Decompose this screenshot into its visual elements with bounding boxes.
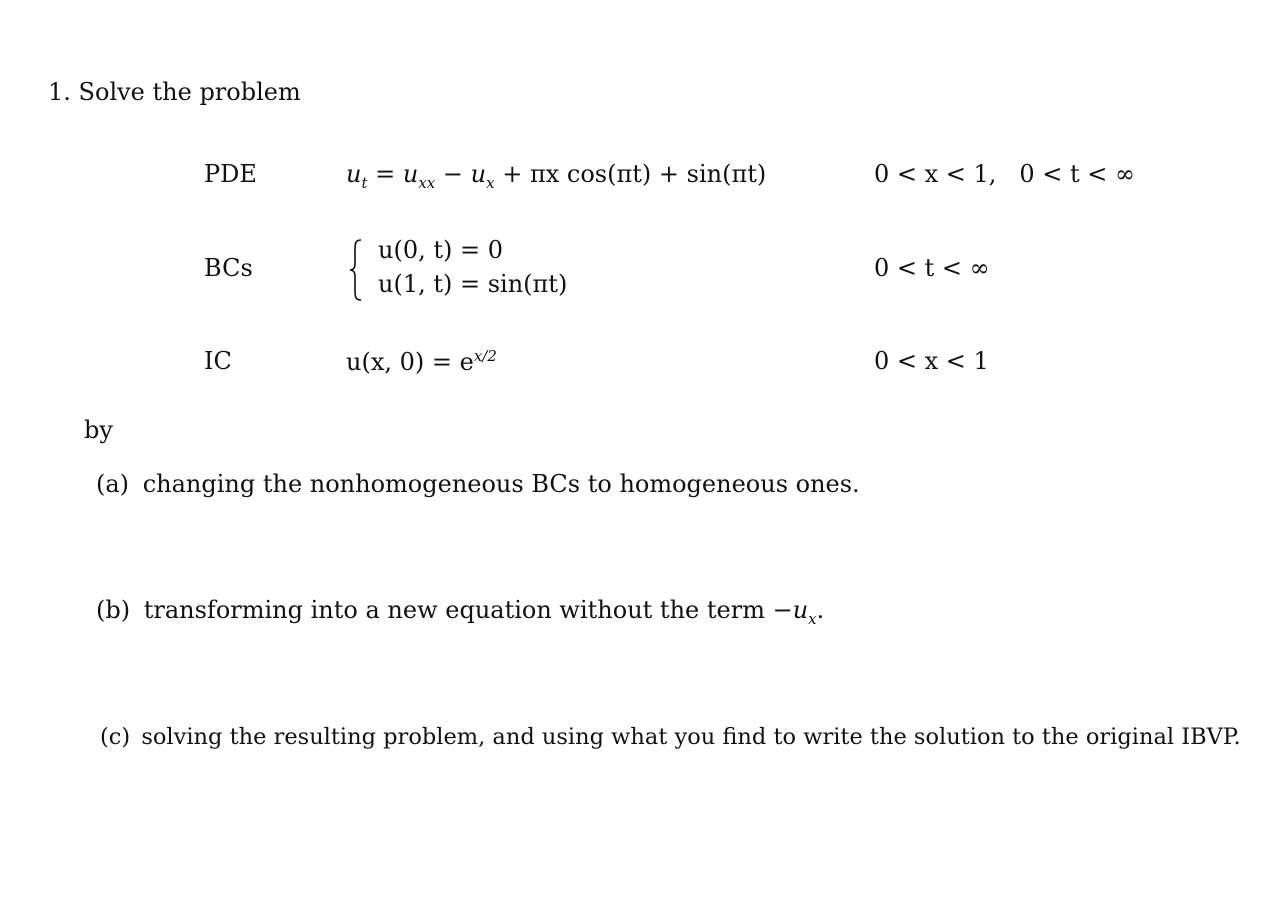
part-b-end: . xyxy=(816,596,825,624)
problem-header xyxy=(48,78,301,106)
part-a xyxy=(96,470,860,498)
part-b xyxy=(96,596,824,628)
part-b-tag: (b) xyxy=(96,596,131,624)
problem-intro: Solve the problem xyxy=(78,78,301,106)
pde-label: PDE xyxy=(204,160,257,188)
pde-equation: $u_t = u_{xx} - u_x + \pi x$ cos(πt) + sin(πt) xyxy=(346,160,767,192)
ic-equation: u(x, $0) = e^{x/2}$ xyxy=(346,347,497,376)
bc-right: u(1, t) = sin(πt) xyxy=(378,270,568,298)
part-c-tag: (c) xyxy=(100,724,131,750)
part-a-tag: (a) xyxy=(96,470,130,498)
part-c-text: solving the resulting problem, and using what you find to write the solution to the original IBVP. xyxy=(141,724,1241,750)
ic-label: IC xyxy=(204,347,232,375)
by-text: by xyxy=(84,416,113,444)
part-a-text: changing the nonhomogeneous BCs to homogeneous ones. xyxy=(142,470,860,498)
problem-number: 1. xyxy=(48,78,71,106)
part-c xyxy=(100,724,1241,750)
ic-domain: 0 < x < 1 xyxy=(874,347,989,375)
bcs-label: BCs xyxy=(204,254,253,282)
bcs-domain: 0 < t < ∞ xyxy=(874,254,990,282)
part-b-text: transforming into a new equation without the term xyxy=(143,596,773,624)
left-brace-icon xyxy=(349,238,363,302)
part-b-term: −u xyxy=(772,596,809,624)
pde-domain: 0 < x < 1, 0 < t < ∞ xyxy=(874,160,1135,188)
bc-left: u(0, t) = 0 xyxy=(378,236,503,264)
part-b-term-sub: x xyxy=(808,609,817,628)
